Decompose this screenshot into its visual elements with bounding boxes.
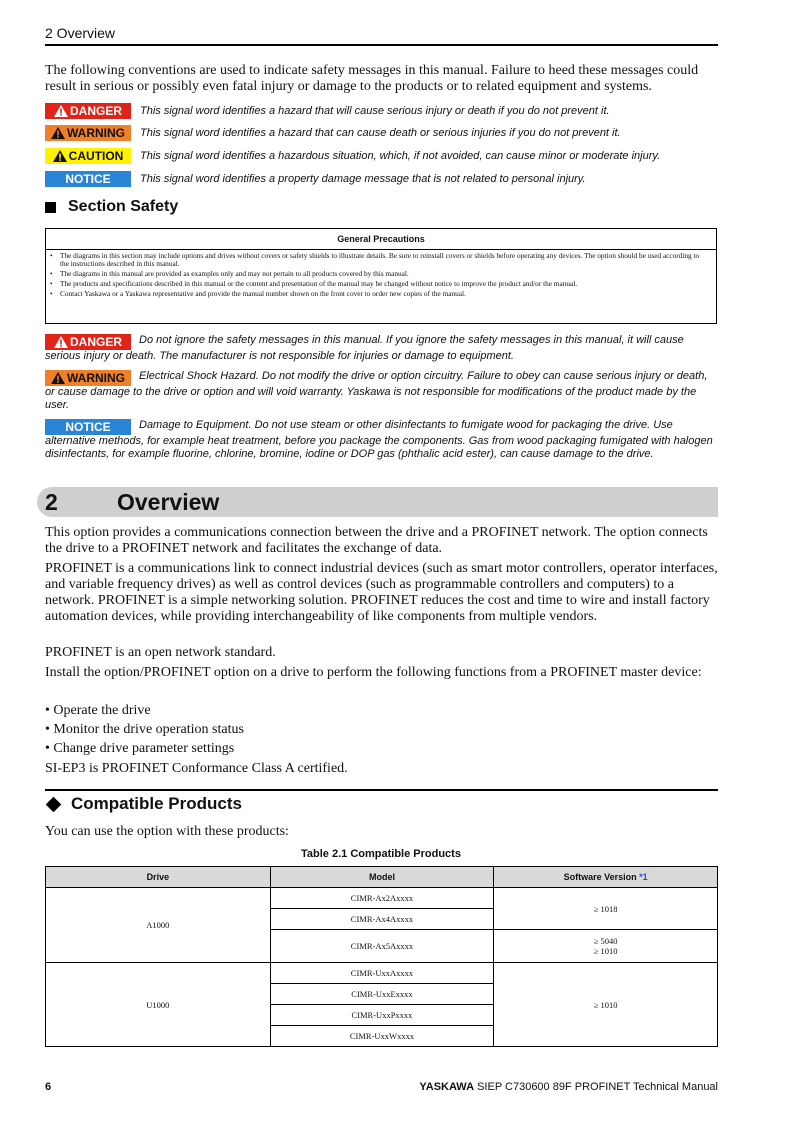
- version-cell: ≥ 5040 ≥ 1010: [494, 930, 718, 963]
- warning-triangle-icon: [54, 336, 68, 348]
- signal-text-caution: This signal word identifies a hazardous situation, which, if not avoided, can cause minor or moderate injury.: [140, 150, 661, 162]
- warning-message: WARNING Electrical Shock Hazard. Do not modify the drive or option circuitry. Failure to obey can cause serious injury or death, or cause damage to the drive or option and will void warranty. Yaskawa is not responsible for modifications of the product made by the user.: [45, 370, 708, 411]
- diamond-bullet-icon: [46, 796, 62, 812]
- model-cell: CIMR-Ax2Axxxx: [270, 888, 494, 909]
- precaution-item: • The products and specifications described in this manual or the content and presentation of the manual may be changed without notice to improve the product and/or the manual.: [50, 279, 578, 288]
- header-software-version: Software Version *1: [494, 867, 718, 888]
- overview-paragraph: PROFINET is a communications link to connect industrial devices (such as smart motor controllers, operator interfaces, and variable frequency drives) as well as control devices (such as programmable controllers and computers) to a network. PROFINET is a simple networking solution. PROFINET reduces the cost and time to wire and install factory automation devices, while providing interchangeability of like components from multiple vendors.: [45, 561, 718, 624]
- header-rule: [45, 44, 718, 46]
- general-precautions-header: General Precautions: [46, 229, 716, 250]
- model-cell: CIMR-UxxPxxxx: [270, 1005, 494, 1026]
- manual-title: YASKAWA SIEP C730600 89F PROFINET Technical Manual: [419, 1081, 718, 1093]
- danger-badge: DANGER: [45, 103, 131, 119]
- warning-triangle-icon: [51, 372, 65, 384]
- warning-badge: WARNING: [45, 125, 131, 141]
- overview-paragraph: This option provides a communications connection between the drive and a PROFINET network. The option connects the drive to a PROFINET network and facilitates the exchange of data.: [45, 525, 708, 556]
- square-bullet-icon: [45, 202, 56, 213]
- warning-badge: WARNING: [45, 370, 131, 386]
- precaution-item: • Contact Yaskawa or a Yaskawa representative and provide the manual number shown on the front cover to order new copies of the manual.: [50, 289, 466, 298]
- precaution-item: • The diagrams in this section may include options and drives without covers or safety shields to illustrate details. Be sure to reinstall covers or shields before operating any devices. The option should be used according to the instructions described in this manual.: [50, 251, 700, 268]
- function-bullet: • Operate the drive: [45, 703, 151, 718]
- danger-message: DANGER Do not ignore the safety messages in this manual. If you ignore the safety messages in this manual, it will cause serious injury or death. The manufacturer is not responsible for injuries or damage to equipment.: [45, 334, 684, 362]
- drive-cell: A1000: [46, 888, 271, 963]
- header-model: Model: [270, 867, 494, 888]
- running-header: 2 Overview: [45, 25, 116, 41]
- table-header-row: [46, 867, 718, 888]
- signal-text-warning: This signal word identifies a hazard that can cause death or serious injuries if you do not prevent it.: [140, 127, 621, 139]
- signal-row-caution: [45, 148, 718, 164]
- page-number: 6: [45, 1081, 52, 1093]
- general-precautions-box: [45, 228, 717, 324]
- precaution-item: • The diagrams in this manual are provided as examples only and may not pertain to all products covered by this manual.: [50, 269, 409, 278]
- warning-triangle-icon: [53, 150, 67, 162]
- signal-row-danger: [45, 103, 718, 119]
- model-cell: CIMR-Ax4Axxxx: [270, 909, 494, 930]
- compatible-products-rule: [45, 789, 718, 791]
- model-cell: CIMR-UxxAxxxx: [270, 963, 494, 984]
- table-row: [46, 963, 718, 984]
- notice-badge: NOTICE: [45, 419, 131, 435]
- signal-text-notice: This signal word identifies a property damage message that is not related to personal injury.: [140, 173, 586, 185]
- overview-paragraph: Install the option/PROFINET option on a drive to perform the following functions from a PROFINET master device:: [45, 665, 702, 680]
- signal-row-notice: [45, 171, 718, 187]
- warning-triangle-icon: [51, 127, 65, 139]
- compatible-products-table: [45, 866, 718, 1047]
- caution-badge: CAUTION: [45, 148, 131, 164]
- header-drive: Drive: [46, 867, 271, 888]
- overview-number: 2: [45, 489, 58, 515]
- section-safety-heading: Section Safety: [45, 198, 178, 216]
- danger-badge: DANGER: [45, 334, 131, 350]
- table-row: [46, 888, 718, 909]
- drive-cell: U1000: [46, 963, 271, 1047]
- conformance-statement: SI-EP3 is PROFINET Conformance Class A certified.: [45, 761, 348, 776]
- notice-badge: NOTICE: [45, 171, 131, 187]
- intro-paragraph: The following conventions are used to indicate safety messages in this manual. Failure to heed these messages could result in serious or possibly even fatal injury or damage to the products or to related equipment and systems.: [45, 63, 699, 94]
- signal-row-warning: [45, 125, 718, 141]
- version-cell: ≥ 1010: [494, 963, 718, 1047]
- compatible-products-lead: You can use the option with these products:: [45, 824, 289, 839]
- warning-triangle-icon: [54, 105, 68, 117]
- model-cell: CIMR-UxxExxxx: [270, 984, 494, 1005]
- function-bullet: • Change drive parameter settings: [45, 741, 235, 756]
- notice-message: NOTICE Damage to Equipment. Do not use steam or other disinfectants to fumigate wood for packaging the drive. Use alternative methods, for example heat treatment, before you package the components. Gas from wood packaging fumigated with halogen disinfectants, for example fluorine, chlorine, bromine, iodine or DOP gas (phthalic acid ester), can cause damage to the drive.: [45, 419, 713, 460]
- footnote-link[interactable]: *1: [639, 872, 648, 882]
- table-caption: Table 2.1 Compatible Products: [301, 848, 461, 860]
- compatible-products-heading: Compatible Products: [45, 794, 242, 814]
- version-cell: ≥ 1018: [494, 888, 718, 930]
- function-bullet: • Monitor the drive operation status: [45, 722, 244, 737]
- model-cell: CIMR-Ax5Axxxx: [270, 930, 494, 963]
- model-cell: CIMR-UxxWxxxx: [270, 1026, 494, 1047]
- overview-title: Overview: [117, 489, 220, 515]
- signal-text-danger: This signal word identifies a hazard that will cause serious injury or death if you do not prevent it.: [140, 105, 610, 117]
- overview-paragraph: PROFINET is an open network standard.: [45, 645, 276, 660]
